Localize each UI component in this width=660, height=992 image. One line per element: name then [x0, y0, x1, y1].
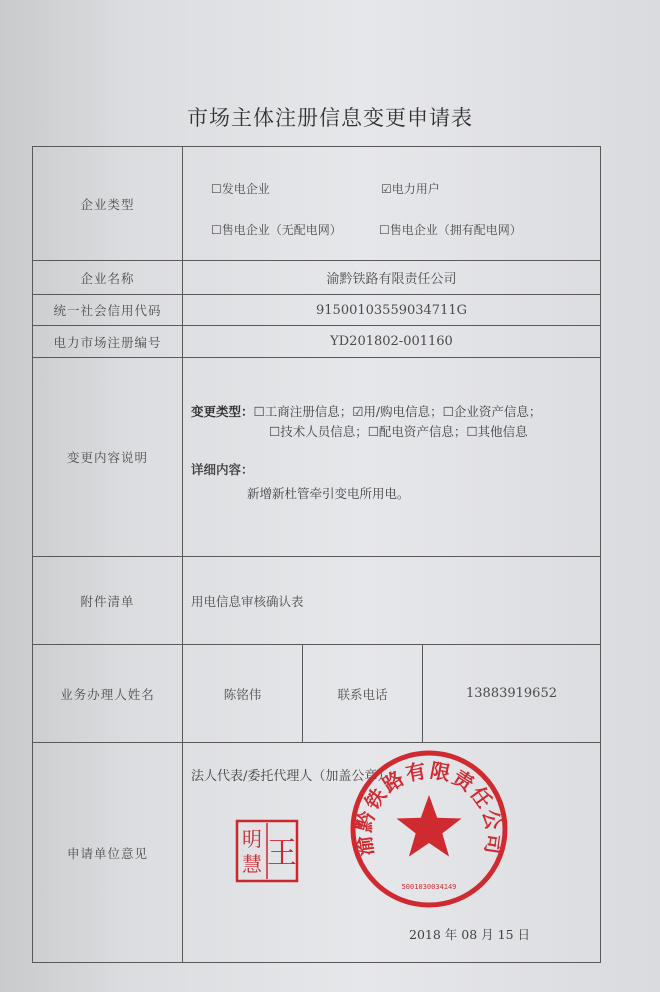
option-label: 售电企业（无配电网） [221, 223, 342, 237]
option-retailer-no-grid[interactable] [211, 221, 342, 238]
stamp-char-hui: 慧 [242, 852, 262, 876]
applicant-opinion-label: 申请单位意见 [33, 743, 183, 963]
seal-code: 5001030034149 [401, 883, 457, 891]
option-retailer-with-grid[interactable] [379, 221, 522, 238]
enterprise-name-label: 企业名称 [33, 261, 183, 295]
company-seal [349, 749, 509, 909]
change-description-label: 变更内容说明 [33, 358, 183, 557]
enterprise-name-value: 渝黔铁路有限责任公司 [183, 261, 601, 295]
detail-label: 详细内容： [191, 462, 254, 477]
seal-star-icon [397, 795, 462, 857]
credit-code-value: 91500103559034711G [183, 295, 601, 326]
change-description-content [183, 358, 601, 557]
representative-text: 法人代表/委托代理人（加盖公章） [191, 769, 391, 784]
stamp-char-ming: 明 [242, 827, 262, 851]
enterprise-type-label: 企业类型 [33, 147, 183, 261]
change-types-line1: ☐工商注册信息；☑用/购电信息；☐企业资产信息； [253, 404, 542, 419]
phone-label: 联系电话 [303, 645, 423, 743]
change-types-line2: ☐技术人员信息；☐配电资产信息；☐其他信息 [269, 424, 528, 439]
handler-name-value: 陈铭伟 [183, 645, 303, 743]
checkbox-icon: ☐ [211, 182, 222, 196]
applicant-opinion-content [183, 743, 601, 963]
credit-code-label: 统一社会信用代码 [33, 295, 183, 326]
stamp-char-wang: 王 [267, 836, 297, 871]
registration-no-label: 电力市场注册编号 [33, 326, 183, 358]
option-power-user[interactable] [381, 180, 440, 197]
checkbox-icon: ☐ [379, 223, 390, 237]
detail-text: 新增新杜管牵引变电所用电。 [247, 486, 410, 501]
phone-value: 13883919652 [423, 645, 601, 743]
signature-stamp [235, 819, 299, 883]
attachments-value: 用电信息审核确认表 [183, 557, 601, 645]
checkbox-icon: ☐ [211, 223, 222, 237]
option-label: 售电企业（拥有配电网） [389, 223, 522, 237]
enterprise-type-options [183, 147, 601, 261]
option-label: 电力用户 [391, 182, 440, 196]
registration-change-form [32, 146, 601, 963]
registration-no-value: YD201802-001160 [183, 326, 601, 358]
checked-box-icon: ☑ [381, 182, 392, 196]
option-label: 发电企业 [221, 182, 270, 196]
change-type-label: 变更类型： [191, 404, 254, 419]
option-power-generation[interactable] [211, 180, 270, 197]
application-date: 2018 年 08 月 15 日 [409, 927, 530, 942]
seal-text: 渝黔铁路有限责任公司 [351, 758, 507, 858]
form-title: 市场主体注册信息变更申请表 [187, 106, 473, 130]
handler-name-label: 业务办理人姓名 [33, 645, 183, 743]
attachments-label: 附件清单 [33, 557, 183, 645]
